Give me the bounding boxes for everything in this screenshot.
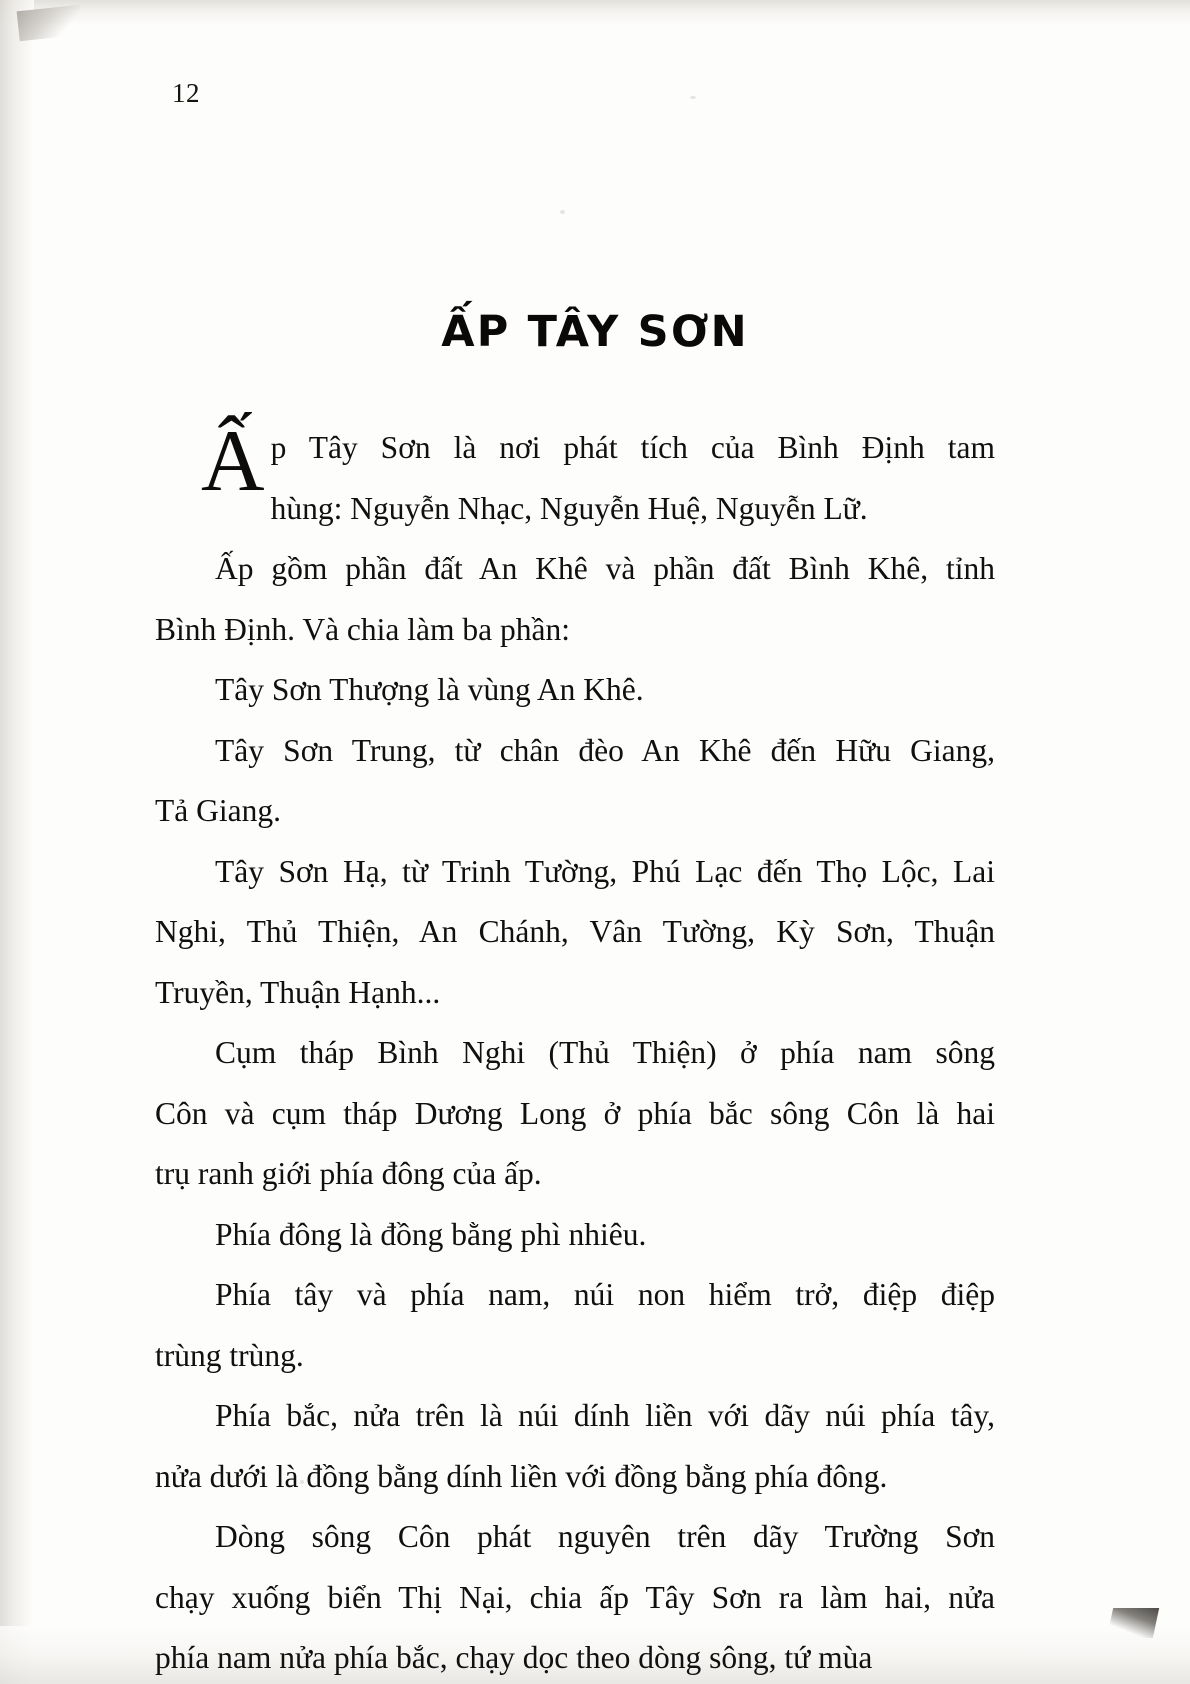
scan-corner-crease-artifact <box>17 5 84 42</box>
text-line: nửa dưới là đồng bằng dính liền với đồng bằng phía đông. <box>155 1458 888 1494</box>
text-line: Dòng sông Côn phát nguyên trên dãy Trường Sơn <box>215 1519 995 1554</box>
text-line: Ấp gồm phần đất An Khê và phần đất Bình Khê, tỉnh <box>215 551 995 586</box>
paragraph-8 <box>155 1265 995 1386</box>
text-line: Phía tây và phía nam, núi non hiểm trở, điệp điệp <box>215 1277 995 1312</box>
text-line: Cụm tháp Bình Nghi (Thủ Thiện) ở phía nam sông <box>215 1035 995 1070</box>
text-line: Tây Sơn Hạ, từ Trinh Tường, Phú Lạc đến Thọ Lộc, Lai <box>215 853 995 889</box>
text-line: phía nam nửa phía bắc, chạy dọc theo dòng sông, tứ mùa <box>155 1640 873 1675</box>
text-line: Truyền, Thuận Hạnh... <box>155 974 441 1010</box>
text-line: Côn và cụm tháp Dương Long ở phía bắc sông Côn là hai <box>155 1095 995 1131</box>
scan-edge-shadow-left <box>0 0 34 1684</box>
text-line: Nghi, Thủ Thiện, An Chánh, Vân Tường, Kỳ Sơn, Thuận <box>155 914 995 949</box>
body-text <box>155 413 995 1684</box>
paragraph-2 <box>155 539 995 660</box>
paragraph-4 <box>155 721 995 842</box>
paragraph-7 <box>155 1205 995 1266</box>
paragraph-10 <box>155 1507 995 1684</box>
text-line: Tây Sơn Thượng là vùng An Khê. <box>215 672 644 707</box>
text-line: Phía bắc, nửa trên là núi dính liền với dãy núi phía tây, <box>215 1398 995 1433</box>
text-line: p Tây Sơn là nơi phát tích của Bình Định tam <box>270 430 995 465</box>
scan-mark-artifact <box>1107 1608 1159 1638</box>
page-number: 12 <box>172 78 200 108</box>
text-line: chạy xuống biển Thị Nại, chia ấp Tây Sơn ra làm hai, nửa <box>155 1579 995 1615</box>
text-line: trụ ranh giới phía đông của ấp. <box>155 1156 542 1191</box>
paragraph-6 <box>155 1023 995 1205</box>
scan-speck <box>560 210 565 214</box>
scan-speck <box>690 96 696 99</box>
text-line: Bình Định. Và chia làm ba phần: <box>155 611 570 647</box>
text-line: trùng trùng. <box>155 1337 304 1373</box>
chapter-title: ẤP TÂY SƠN <box>441 306 749 357</box>
drop-cap: Ấ <box>201 413 265 510</box>
paragraph-3 <box>155 660 995 721</box>
paragraph-9 <box>155 1386 995 1507</box>
paragraph-5 <box>155 842 995 1024</box>
text-line: Tả Giang. <box>155 793 281 828</box>
text-line: Phía đông là đồng bằng phì nhiêu. <box>215 1216 647 1252</box>
text-line: hùng: Nguyễn Nhạc, Nguyễn Huệ, Nguyễn Lữ. <box>270 490 868 526</box>
text-line: Tây Sơn Trung, từ chân đèo An Khê đến Hữu Giang, <box>215 732 995 768</box>
scan-edge-shadow-top <box>0 0 1190 26</box>
paragraph-1 <box>155 413 995 539</box>
